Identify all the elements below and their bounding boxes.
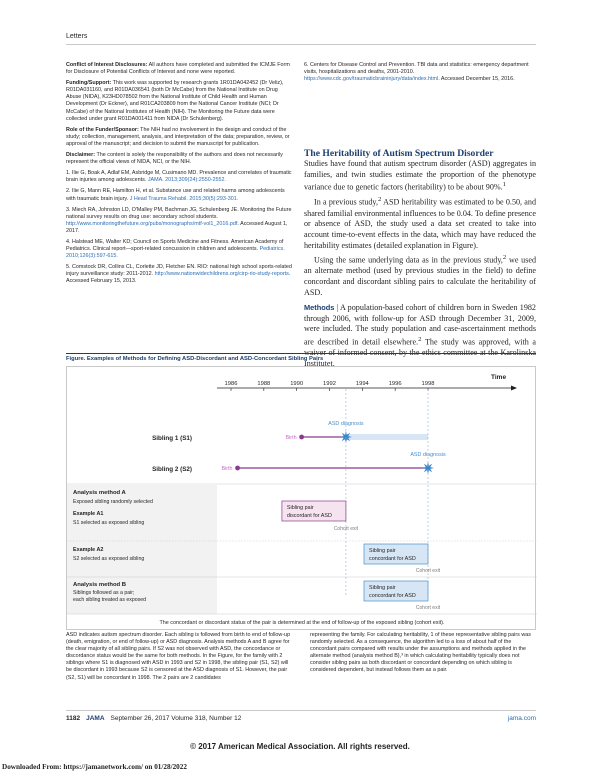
article-body	[304, 159, 536, 371]
sibling2-asd-star	[422, 462, 434, 474]
role-paragraph	[66, 127, 294, 148]
paragraph-3	[304, 253, 536, 298]
download-stamp: Downloaded From: https://jamanetwork.com/ on 01/28/2022	[2, 763, 187, 771]
reference-link[interactable]: http://www.nationwidechildrens.org/cirp-rio-study-reports	[154, 271, 289, 278]
concordant-box-line2: concordant for ASD	[369, 556, 416, 562]
reference-4	[66, 239, 294, 260]
sibling2-birth-marker	[235, 466, 240, 471]
example-a2-title: Example A2	[73, 547, 104, 553]
concordant-box-line1: Sibling pair	[369, 585, 396, 591]
concordant-box-line2: concordant for ASD	[369, 593, 416, 599]
reference-5	[66, 264, 294, 285]
sibling1-label: Sibling 1 (S1)	[152, 435, 192, 442]
method-a-title: Analysis method A	[73, 490, 126, 496]
cohort-exit-a1: Cohort exit	[333, 526, 359, 532]
methods-label: Methods	[304, 303, 335, 313]
discordant-box-line2: discordant for ASD	[286, 513, 332, 519]
example-a2-subtitle: S2 selected as exposed sibling	[73, 556, 145, 562]
concordant-box-line1: Sibling pair	[369, 548, 396, 554]
example-a1-subtitle: S1 selected as exposed sibling	[73, 520, 145, 526]
disclaimer-label: Disclaimer:	[66, 152, 96, 159]
page-number: 1182	[66, 715, 81, 722]
figure-footnote: The concordant or discordant status of the pair is determined at the end of follow-up of the exposed sibling (cohort exit).	[159, 620, 445, 626]
reference-link[interactable]: http://www.monitoringthefuture.org/pubs/monographs/mtf-vol1_2016.pdf	[66, 220, 238, 227]
sibling2-asd-label: ASD diagnosis	[410, 452, 446, 458]
reference-text: 2. Ilie G, Mann RE, Hamilton H, et al. Substance use and related harms among adolescents with traumatic brain injury.	[66, 188, 285, 202]
reference-1	[66, 170, 294, 184]
role-text: The NIH had no involvement in the design and conduct of the study; collection, management, analysis, and interpretation of the data; preparation, review, or approval of the manuscript; and decision to submit the manuscript for publication.	[66, 126, 290, 147]
reference-text: 1. Ilie G, Boak A, Adlaf EM, Asbridge M, Cusimano MD. Prevalence and correlates of traumatic brain injuries among adolescents.	[66, 170, 292, 184]
sibling2-label: Sibling 2 (S2)	[152, 466, 192, 473]
funding-paragraph	[66, 80, 294, 123]
sibling2-birth-label: Birth	[221, 466, 233, 472]
p4-text: A population-based cohort of children born in Sweden 1982 through 2006, with follow-up for ASD through December 31, 2009, were included. The study population and case-ascertainment methods are described in detail elsewhere.	[304, 303, 536, 347]
cohort-exit-a2: Cohort exit	[415, 568, 441, 574]
section-label: Letters	[66, 33, 88, 40]
cohort-exit-b: Cohort exit	[415, 605, 441, 611]
reference-after: . Accessed December 15, 2016.	[438, 76, 515, 83]
year-tick-label: 1998	[421, 381, 435, 387]
p2-text-a: In a previous study,	[314, 198, 378, 208]
methods-separator: |	[334, 303, 341, 313]
method-b-title: Analysis method B	[73, 582, 127, 588]
paragraph-1	[304, 159, 536, 193]
p3-text-b: we used an alternate method (used by previous studies in the field) to define concordant and discordant sibling pairs to calculate the heritability of ASD.	[304, 255, 536, 297]
reference-text: 5. Comstock DR, Collins CL, Corlette JD, Fletcher EN. RIO: national high school sports-related injury surveillance study: 2011-2012.	[66, 264, 292, 278]
sibling1-birth-marker	[299, 435, 304, 440]
footer-divider	[66, 710, 536, 711]
caption-right: representing the family. For calculating heritability, 1 of these representative sibling pairs was randomly selected. As a consequence, the algorithm led to a loss of about half of the concordant pairs compared with results under the assumptions and methods applied in the alternate method (analysis method B),³ in which calculating heritability typically does not consider sibling pairs as both discordant or concordant depending on which sibling is considered dependent, but instead follows them as a pair.	[310, 632, 531, 674]
caption-left: ASD indicates autism spectrum disorder. Each sibling is followed from birth to end of follow-up (death, emigration, or end of follow-up) or ASD diagnosis. Analysis methods A and B agree for the clear majority of all sibling pairs. If S2 was not observed with ASD, the concordance or discordance status would be the same for both methods. In the Figure, for the family with 2 siblings where S1 is diagnosed with ASD in 1993 and S2 in 1998, the sibling pair (S1, S2) will be discordant in 1993 because S2 is censored at the ASD diagnosis of S1. However, the pair (S2, S1) will be concordant in 1998. The 2 pairs are 2 candidates	[66, 632, 291, 681]
reference-3	[66, 207, 294, 235]
year-tick-label: 1992	[323, 381, 336, 387]
journal-name: JAMA	[86, 715, 105, 722]
journal-site-link[interactable]: jama.com	[507, 715, 536, 722]
funding-text: This work was supported by research grants 1R01DA042452 (Dr Veliz), R01DA031160, and R01DA036541 (both Dr McCabe) from the National Institute on Drug Abuse (NIDA), K23HD078502 from the National Institute of Child Health and Human Development (Dr Eckner), and R01CA203809 from the National Cancer Institute (NCI; Dr McCabe) of the National Institutes of Health (NIH). The Monitoring the Future data were collected under grant R01DA001411 from NIDA (Dr Schulenberg).	[66, 80, 284, 122]
time-axis-arrow	[511, 386, 517, 391]
example-a1-title: Example A1	[73, 511, 104, 517]
disclaimer-text: The content is solely the responsibility of the authors and does not necessarily represent the official views of NIDA, NCI, or the NIH.	[66, 152, 283, 166]
year-tick-label: 1996	[388, 381, 402, 387]
citation-sup: 1	[502, 181, 507, 189]
reference-2	[66, 188, 294, 202]
funding-label: Funding/Support:	[66, 80, 112, 87]
discordant-box-line1: Sibling pair	[286, 505, 314, 511]
issue-info: September 26, 2017 Volume 318, Number 12	[110, 715, 242, 722]
p1-text: Studies have found that autism spectrum disorder (ASD) aggregates in families, and twin studies estimate the proportion of the phenotype variance due to genetic factors (heritability) to be about 90%.	[304, 159, 536, 192]
footer-left	[66, 715, 241, 722]
p2-text-b: ASD heritability was estimated to be 0.50, and shared familial environmental influences to be 0.04. To define presence or absence of ASD, the study used a data set created to take into account time-to-event effects in the data, which may have reduced the heritability estimates (detailed explanation in Figure).	[304, 198, 536, 250]
paragraph-2	[304, 195, 536, 251]
time-axis-label: Time	[491, 374, 507, 381]
header-divider	[66, 44, 536, 45]
figure-title: Figure. Examples of Methods for Defining ASD-Discordant and ASD-Concordant Sibling Pairs	[66, 353, 536, 362]
conflict-label: Conflict of Interest Disclosures:	[66, 62, 148, 68]
year-tick-label: 1986	[224, 381, 238, 387]
citation-sup: 2	[502, 254, 507, 262]
p4-text-b: The study was approved, with a waiver of informed consent, by the ethics committee at the Karolinska Institutet.	[304, 337, 537, 368]
reference-after: . Accessed February 15, 2013.	[66, 271, 291, 285]
article-heading: The Heritability of Autism Spectrum Disorder	[304, 148, 494, 159]
reference-text: 4. Halstead ME, Walter KD; Council on Sports Medicine and Fitness. American Academy of Pediatrics. Clinical report—sport-related concussion in children and adolescents.	[66, 238, 284, 253]
year-tick-label: 1990	[290, 381, 304, 387]
asd-diagnosis-star	[422, 462, 434, 474]
year-ticks	[225, 381, 435, 391]
method-a-subtitle: Exposed sibling randomly selected	[73, 499, 153, 505]
reference-after: . Accessed August 1, 2017.	[66, 220, 288, 234]
year-tick-label: 1988	[257, 381, 271, 387]
reference-link[interactable]: https://www.cdc.gov/traumaticbraininjury/data/index.html	[304, 76, 439, 83]
sibling1-birth-label: Birth	[285, 435, 297, 441]
reference-text: 6. Centers for Disease Control and Prevention. TBI data and statistics: emergency department visits, hospitalizations and deaths, 2001-2010.	[304, 62, 529, 76]
p3-text-a: Using the same underlying data as in the previous study,	[314, 255, 503, 265]
copyright-notice: © 2017 American Medical Association. All rights reserved.	[190, 742, 410, 751]
conflict-text: All authors have completed and submitted the ICMJE Form for Disclosure of Potential Conflicts of Interest and none were reported.	[66, 62, 290, 76]
reference-text: 3. Miech RA, Johnston LD, O'Malley PM, Bachman JG, Schulenberg JE. Monitoring the Future national survey results on drug use: secondary school students.	[66, 206, 292, 220]
sibling1-asd-label: ASD diagnosis	[328, 421, 364, 427]
reference-link[interactable]: J Head Trauma Rehabil. 2015;30(5):293-301.	[129, 195, 239, 202]
figure-diagram	[67, 367, 537, 631]
left-column	[66, 62, 294, 290]
method-b-subtitle-1: Siblings followed as a pair;	[73, 590, 135, 596]
reference-link[interactable]: Pediatrics. 2010;126(3):597-615.	[66, 246, 285, 260]
reference-6	[304, 62, 536, 83]
figure-box	[66, 366, 536, 630]
method-b-subtitle-2: each sibling treated as exposed	[73, 597, 146, 603]
reference-link[interactable]: JAMA. 2013;309(24):2550-2552.	[147, 177, 227, 184]
sibling1-post-diagnosis-bar	[346, 434, 428, 440]
conflict-paragraph	[66, 62, 294, 76]
citation-sup: 2	[418, 335, 422, 343]
role-label: Role of the Funder/Sponsor:	[66, 126, 139, 133]
citation-sup: 2	[377, 196, 382, 204]
year-tick-label: 1994	[355, 381, 369, 387]
disclaimer-paragraph	[66, 152, 294, 166]
